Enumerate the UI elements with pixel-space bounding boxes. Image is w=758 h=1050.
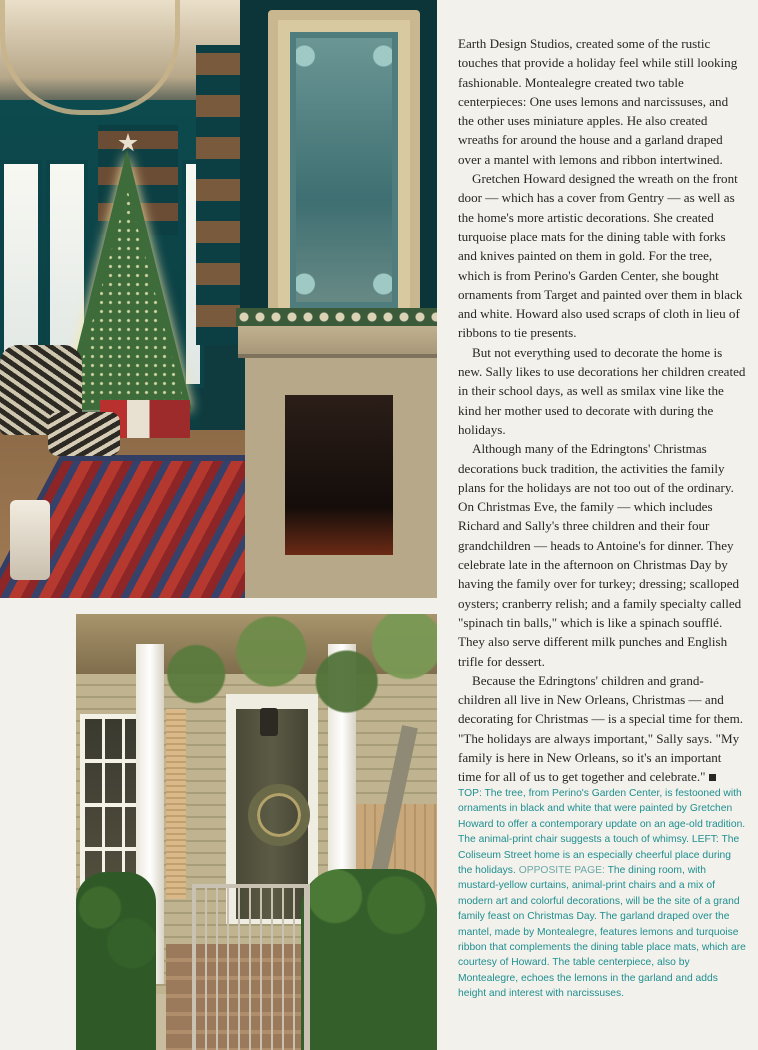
caption-text-top: The tree, from Perino's Garden Center, is festooned with ornaments in black and white that were painted by Gretchen Howard to offer a contemporary update on an age-old tradition. The animal-print chair suggests a touch of whimsy. bbox=[458, 788, 746, 846]
firebox bbox=[285, 395, 393, 555]
end-mark-icon bbox=[709, 774, 716, 781]
living-room-photo bbox=[0, 0, 437, 598]
animal-print-ottoman bbox=[48, 412, 120, 456]
caption-label-opposite: OPPOSITE PAGE: bbox=[518, 865, 605, 877]
caption-label-top: TOP: bbox=[458, 788, 482, 799]
article-paragraph: But not everything used to decorate the home is new. Sally likes to use decorations her children created in their school days, as well as smilax vine like the kind her mother used to decorate with during the holidays. bbox=[458, 344, 746, 437]
article-paragraph: Although many of the Edringtons' Christmas decorations buck tradition, the activities the family plans for the holidays are not too out of the ordinary. On Christmas Eve, the family — which includes Richard and Sally's three children and their four grandchildren — heads to Antoine's for dinner. They celebrate late in the afternoon on Christmas Day by having the family over for turkey; dressing; scalloped oysters; cranberry relish; and a family specialty called "spinach tin balls," which is like a spinach soufflé. They also serve different milk punches and English trifle for dessert. bbox=[458, 441, 742, 669]
tree-foliage bbox=[136, 614, 437, 764]
hedge-left bbox=[76, 872, 156, 1050]
article-paragraph-text: Because the Edringtons' children and grand-children all live in New Orleans, Christmas — and decorating for Christmas — is a special time for them. "The holidays are always important," Sally says. "My family is here in New Orleans, so it's an important time for all of us to get together and celebrate." bbox=[458, 672, 744, 785]
article-paragraph: Earth Design Studios, created some of the rustic touches that provide a holiday feel while still looking fashionable. Montealegre created two table centerpieces: One uses lemons and narcissuses, and the other uses miniature apples. He also created wreaths for around the house and a garland draped over a mantel with lemons and ribbon intertwined. bbox=[458, 36, 738, 167]
hedge-right bbox=[301, 869, 437, 1050]
caption-label-left: LEFT: bbox=[691, 834, 719, 846]
photo-caption bbox=[458, 786, 748, 1002]
caption-text-opposite: The dining room, with mustard-yellow curtains, animal-print chairs and a mix of modern art and colorful decorations, will be the site of a grand family feast on Christmas Day. The garland draped over the mantel, made by Montealegre, features lemons and turquoise ribbon that complements the dining table place mats, which are courtesy of Howard. The table centerpiece, also by Montealegre, echoes the lemons in the garland and adds height and interest with narcissuses. bbox=[458, 865, 746, 1000]
article-body bbox=[458, 34, 746, 787]
door-wreath bbox=[248, 784, 310, 846]
mantel-garland bbox=[236, 308, 437, 326]
decor-foreground bbox=[10, 500, 50, 580]
iron-gate bbox=[192, 884, 310, 1050]
article-paragraph: Gretchen Howard designed the wreath on the front door — which has a cover from Gentry — as well as the home's more artistic decorations. She created turquoise place mats for the dining table with forks and knives painted on them in gold. For the tree, which is from Perino's Garden Center, she bought ornaments from Target and painted over them in black and white. Howard also used scraps of cloth in lieu of ribbons to tie presents. bbox=[458, 171, 743, 341]
front-entrance-photo bbox=[76, 614, 437, 1050]
article-paragraph-last bbox=[458, 671, 746, 787]
ornate-mirror bbox=[268, 10, 420, 330]
caption-text-left: The Coliseum Street home is an especially cheerful place during the holidays. bbox=[458, 834, 740, 877]
